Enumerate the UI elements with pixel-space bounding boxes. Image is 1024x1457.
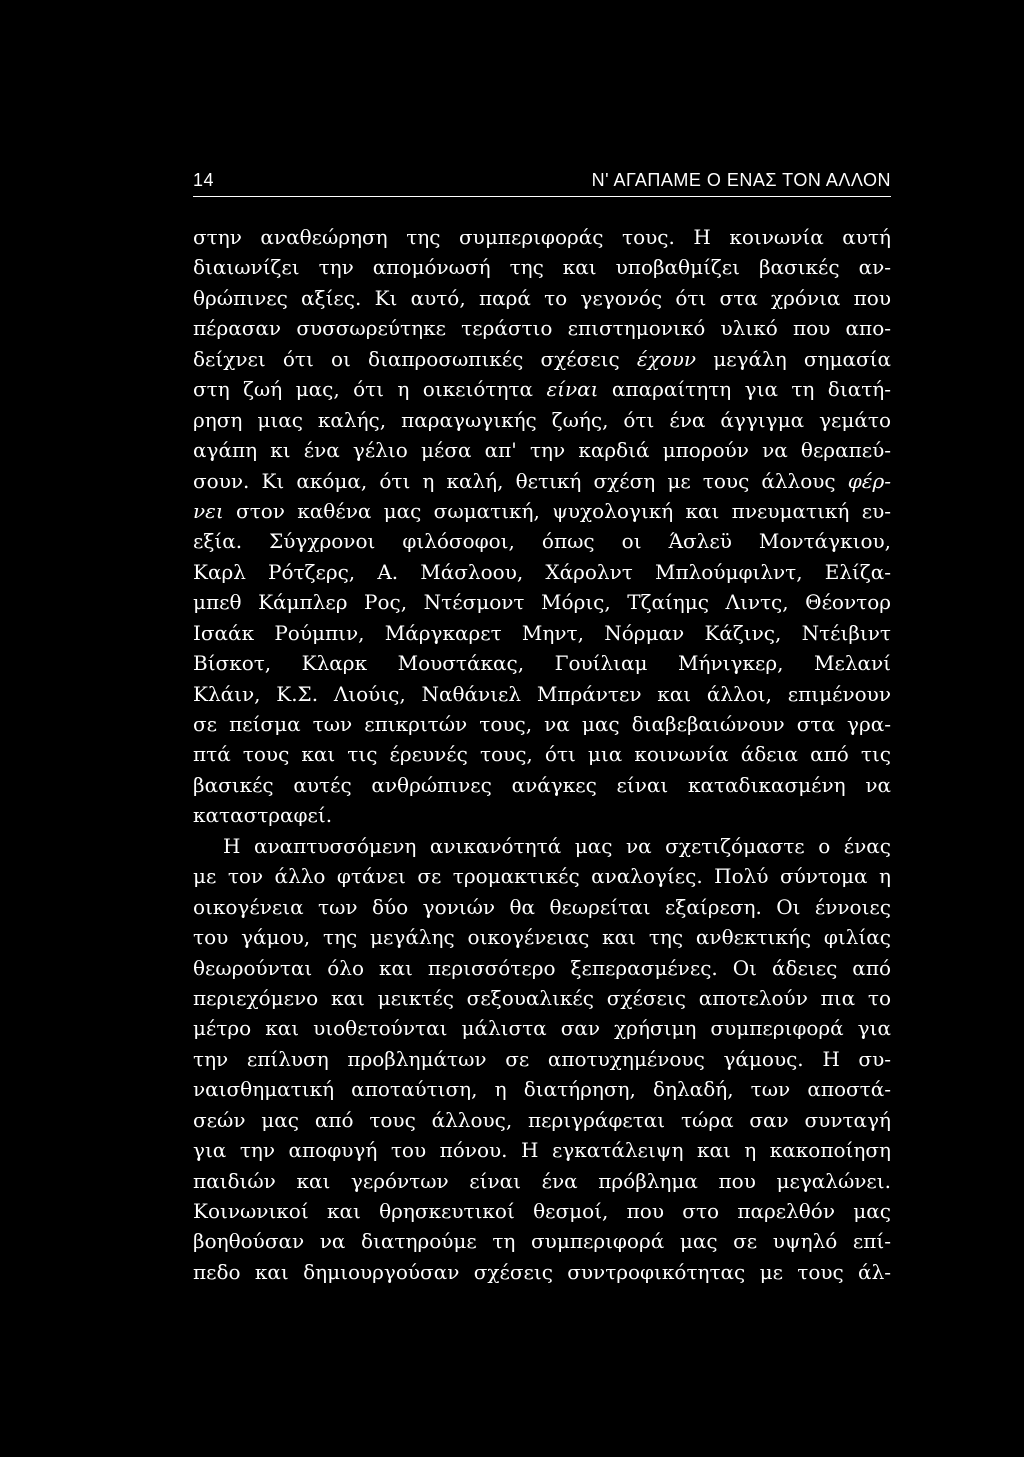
text-line — [193, 344, 891, 374]
text-line: θεωρούνται όλο και περισσότερο ξεπερασμένες. Οι άδειες από — [193, 955, 891, 980]
emphasis-text: νει — [193, 498, 224, 523]
text-line: πτά τους και τις έρευνές τους, ότι μια κοινωνία άδεια από τις — [193, 742, 891, 767]
text-line: πέρασαν συσσωρεύτηκε τεράστιο επιστημονικό υλικό που απο- — [193, 316, 891, 341]
text-line: θρώπινες αξίες. Κι αυτό, παρά το γεγονός ότι στα χρόνια που — [193, 285, 891, 310]
text-line: οικογένεια των δύο γονιών θα θεωρείται εξαίρεση. Οι έννοιες — [193, 894, 891, 919]
text-line: στην αναθεώρηση της συμπεριφοράς τους. Η κοινωνία αυτή — [193, 225, 891, 249]
text-line: Κοινωνικοί και θρησκευτικοί θεσμοί, που στο παρελθόν μας — [193, 1199, 891, 1223]
text-line: εξία. Σύγχρονοι φιλόσοφοι, όπως οι Άσλεϋ Μοντάγκιου, — [193, 529, 891, 554]
text-line: βοηθούσαν να διατηρούμε τη συμπεριφορά μας σε υψηλό επί- — [193, 1229, 891, 1254]
text-line: βασικές αυτές ανθρώπινες ανάγκες είναι καταδικασμένη να — [193, 772, 891, 797]
text-span: στη ζωή μας, ότι η οικειότητα — [193, 377, 547, 402]
text-line: μπεθ Κάμπλερ Ρος, Ντέσμοντ Μόρις, Τζαίημς Λιντς, Θέοντορ — [193, 590, 891, 615]
text-span: απαραίτητη για τη διατή- — [598, 377, 892, 402]
text-line: Κλάιν, Κ.Σ. Λιούις, Ναθάνιελ Μπράντεν και άλλοι, επιμένουν — [193, 681, 891, 706]
emphasis-text: έχουν — [636, 346, 697, 371]
page-number: 14 — [193, 170, 215, 190]
text-line: με τον άλλο φτάνει σε τρομακτικές αναλογίες. Πολύ σύντομα η — [193, 864, 891, 889]
text-line: πεδο και δημιουργούσαν σχέσεις συντροφικότητας με τους άλ- — [193, 1259, 891, 1284]
text-line: για την αποφυγή του πόνου. Η εγκατάλειψη και η κακοποίηση — [193, 1138, 891, 1163]
text-span: σουν. Κι ακόμα, ότι η καλή, θετική σχέση με τους άλλους — [193, 468, 848, 493]
text-line: σεών μας από τους άλλους, περιγράφεται τώρα σαν συνταγή — [193, 1107, 891, 1132]
text-line: την επίλυση προβλημάτων σε αποτυχημένους γάμους. Η συ- — [193, 1046, 891, 1071]
text-line: Βίσκοτ, Κλαρκ Μουστάκας, Γουίλιαμ Μήνιγκερ, Μελανί — [193, 651, 891, 676]
text-line: καταστραφεί. — [193, 803, 333, 828]
text-line: του γάμου, της μεγάλης οικογένειας και της ανθεκτικής φιλίας — [193, 925, 891, 950]
text-line — [193, 466, 891, 496]
text-line: διαιωνίζει την απομόνωσή της και υποβαθμίζει βασικές αν- — [193, 255, 891, 280]
running-header — [193, 170, 891, 197]
text-line: ρηση μιας καλής, παραγωγικής ζωής, ότι ένα άγγιγμα γεμάτο — [193, 407, 891, 432]
text-line — [193, 374, 891, 404]
text-line: Καρλ Ρότζερς, Α. Μάσλοου, Χάρολντ Μπλούμφιλντ, Ελίζα- — [193, 559, 891, 584]
text-line: Η αναπτυσσόμενη ανικανότητά μας να σχετιζόμαστε ο ένας — [223, 833, 891, 858]
emphasis-text: φέρ- — [847, 468, 891, 493]
text-line — [193, 496, 891, 526]
body-text — [193, 222, 891, 1287]
text-line: αγάπη κι ένα γέλιο μέσα απ' την καρδιά μπορούν να θεραπεύ- — [193, 438, 891, 463]
text-line: παιδιών και γερόντων είναι ένα πρόβλημα που μεγαλώνει. — [193, 1168, 891, 1193]
emphasis-text: είναι — [546, 377, 599, 402]
text-line: περιεχόμενο και μεικτές σεξουαλικές σχέσεις αποτελούν πια το — [193, 985, 891, 1010]
text-span: στον καθένα μας σωματική, ψυχολογική και πνευματική ευ- — [223, 498, 891, 523]
text-line: μέτρο και υιοθετούνται μάλιστα σαν χρήσιμη συμπεριφορά για — [193, 1016, 891, 1041]
text-line: σε πείσμα των επικριτών τους, να μας διαβεβαιώνουν στα γρα- — [193, 712, 891, 736]
text-span: δείχνει ότι οι διαπροσωπικές σχέσεις — [193, 346, 637, 371]
text-line: Ισαάκ Ρούμπιν, Μάργκαρετ Μηντ, Νόρμαν Κάζινς, Ντέιβιντ — [193, 620, 891, 645]
text-line: ναισθηματική αποταύτιση, η διατήρηση, δηλαδή, των αποστά- — [193, 1077, 891, 1102]
text-span: μεγάλη σημασία — [696, 346, 891, 371]
running-title: Ν' ΑΓΑΠΑΜΕ Ο ΕΝΑΣ ΤΟΝ ΑΛΛΟΝ — [591, 170, 891, 190]
